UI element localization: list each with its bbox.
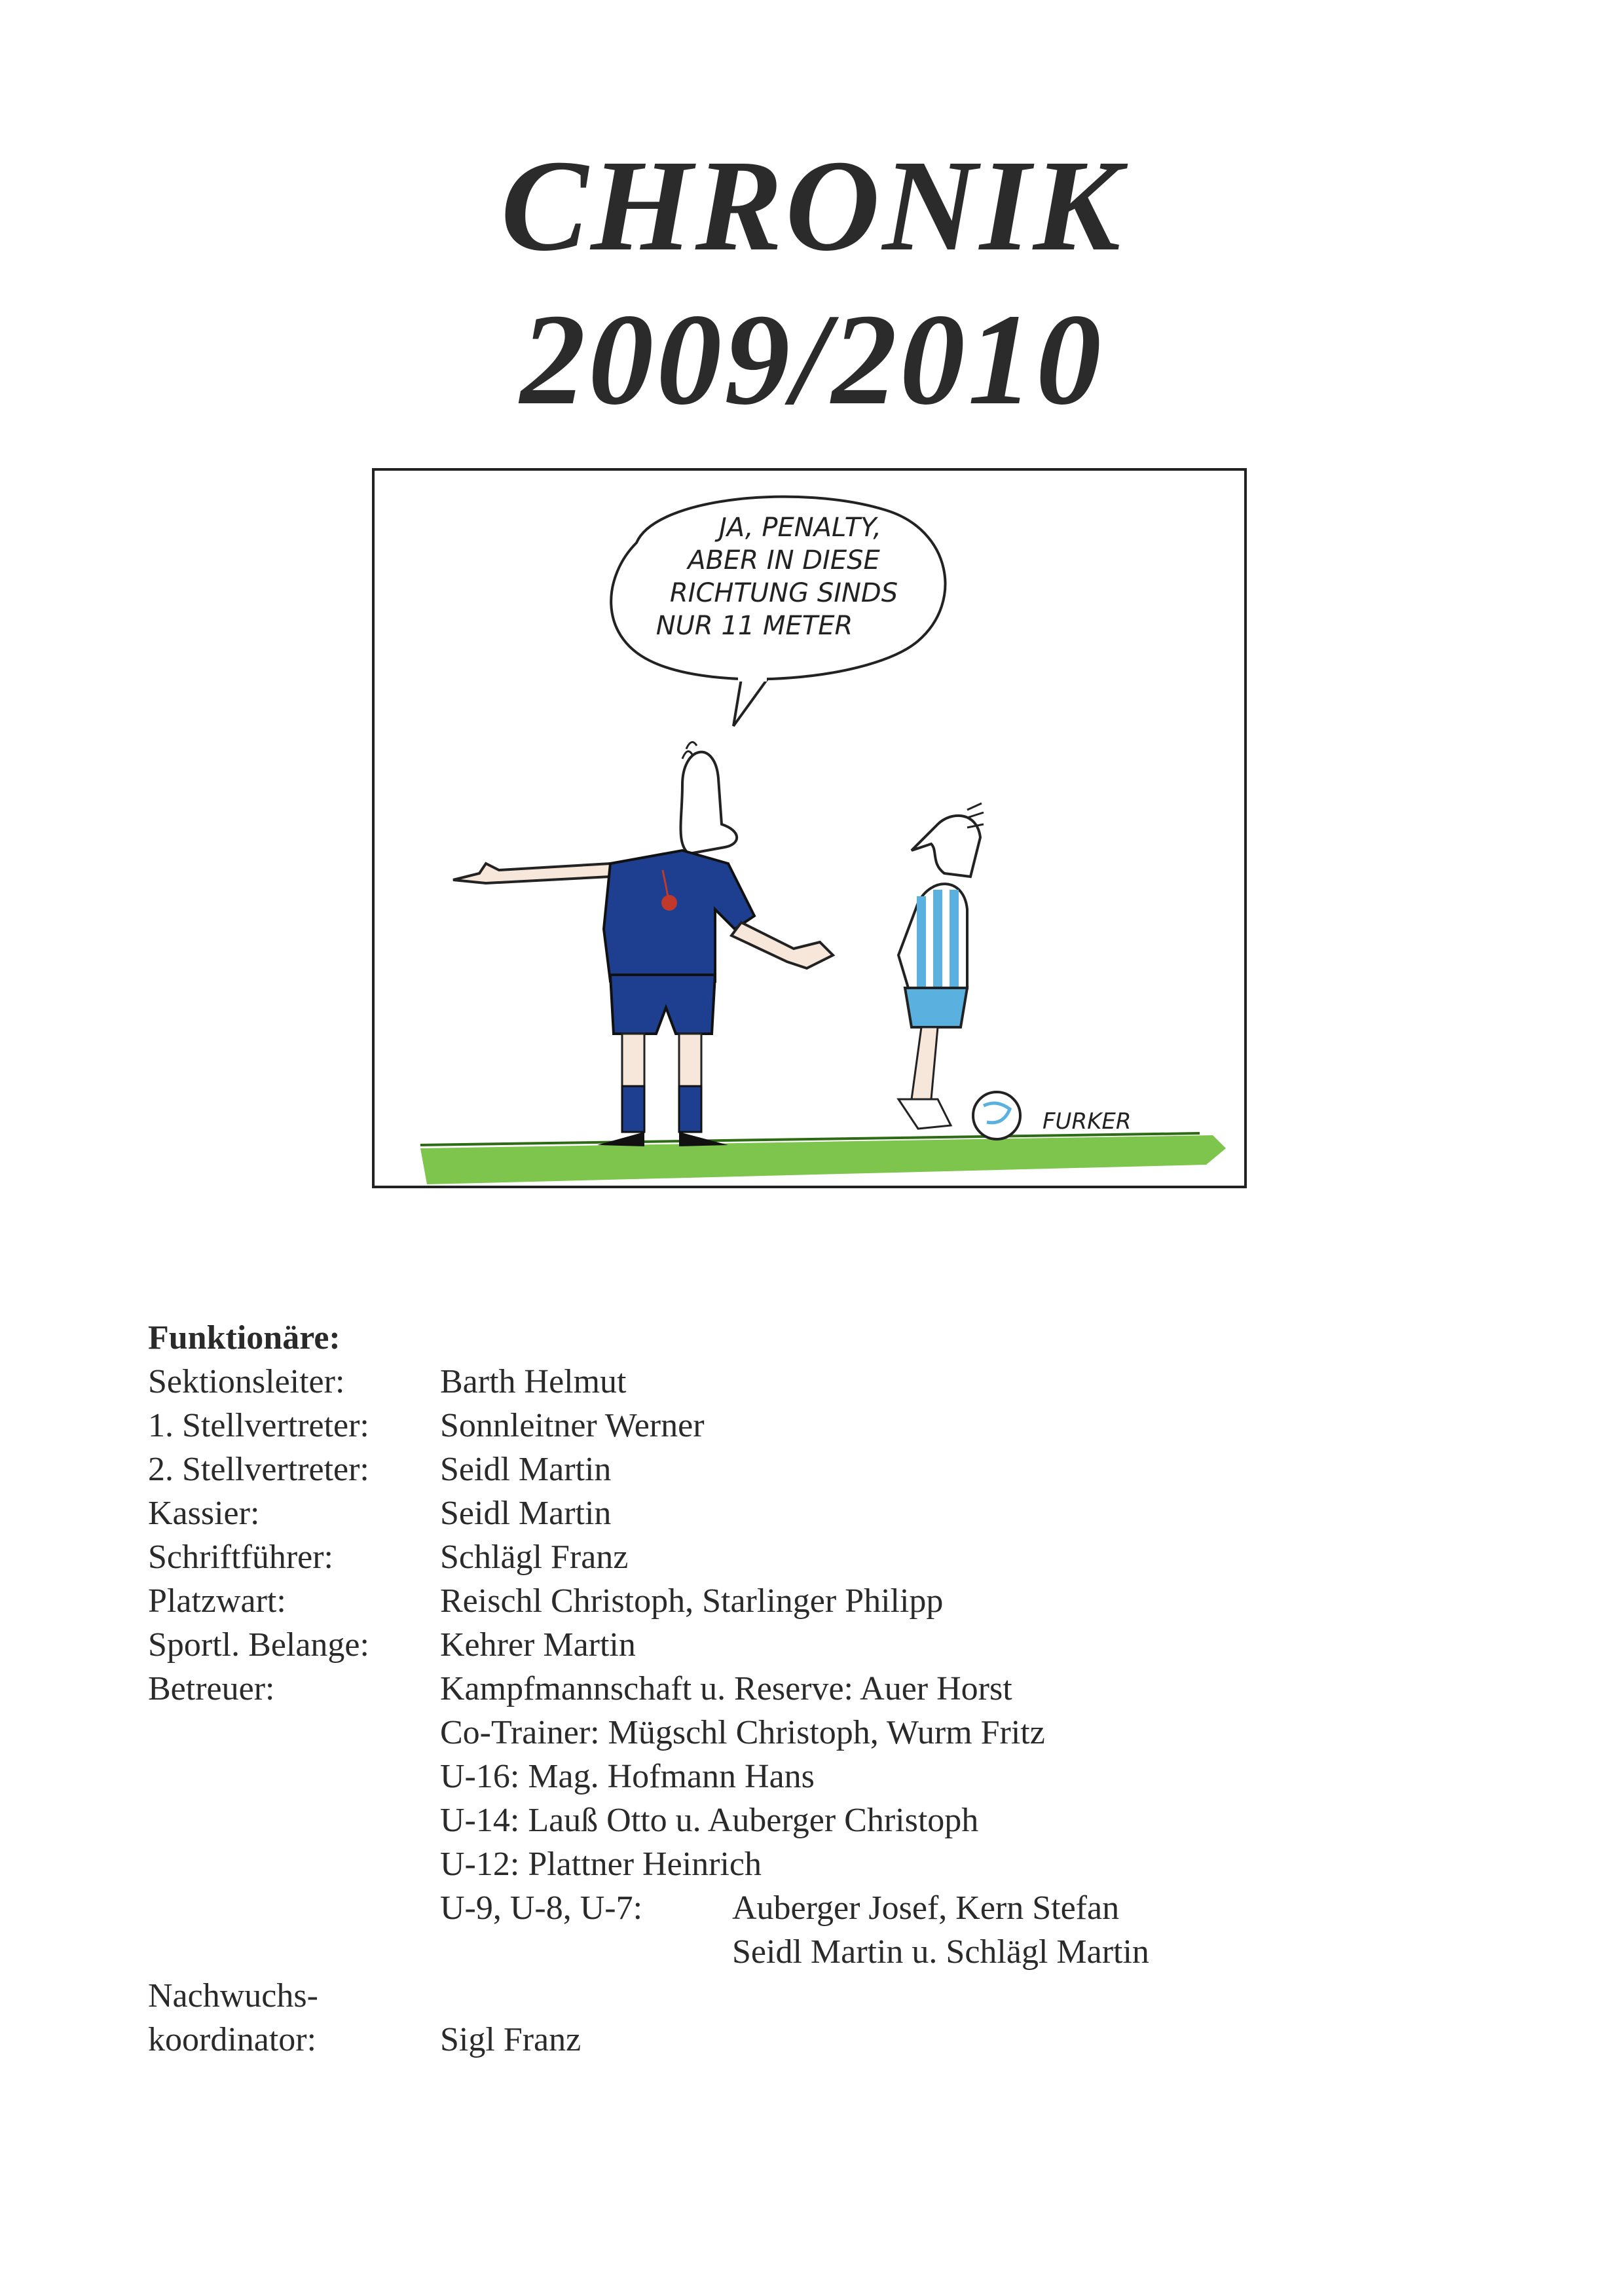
official-row bbox=[148, 1623, 1458, 1667]
official-row bbox=[148, 1886, 1458, 1930]
official-row bbox=[148, 1360, 1458, 1404]
artist-signature: FURKER bbox=[1043, 1108, 1132, 1135]
official-row bbox=[148, 1535, 1458, 1579]
speech-line-3: RICHTUNG SINDS bbox=[669, 578, 898, 608]
role-holder: U-16: Mag. Hofmann Hans bbox=[440, 1758, 815, 1795]
official-row bbox=[148, 1798, 1458, 1842]
role-holder: U-9, U-8, U-7: bbox=[440, 1889, 643, 1927]
officials-heading: Funktionäre: bbox=[148, 1319, 341, 1357]
referee-figure bbox=[453, 742, 833, 1146]
official-row bbox=[148, 1930, 1458, 1974]
football bbox=[973, 1092, 1020, 1139]
officials-list bbox=[148, 1316, 1458, 2062]
official-row bbox=[148, 1448, 1458, 1491]
role-label: Kassier: bbox=[148, 1495, 260, 1532]
role-label: 2. Stellvertreter: bbox=[148, 1451, 369, 1488]
role-label: Schriftführer: bbox=[148, 1539, 334, 1576]
official-row bbox=[148, 1667, 1458, 1711]
official-row bbox=[148, 1842, 1458, 1886]
role-holder: Kehrer Martin bbox=[440, 1626, 636, 1664]
official-row bbox=[148, 1579, 1458, 1623]
role-holder: Barth Helmut bbox=[440, 1363, 627, 1400]
grass bbox=[420, 1133, 1226, 1184]
official-row bbox=[148, 1755, 1458, 1798]
official-row bbox=[148, 1491, 1458, 1535]
official-row bbox=[148, 1711, 1458, 1755]
role-holder-detail: Seidl Martin u. Schlägl Martin bbox=[732, 1933, 1149, 1971]
page-title: CHRONIK bbox=[500, 134, 1124, 278]
role-holder: U-14: Lauß Otto u. Auberger Christoph bbox=[440, 1802, 979, 1839]
role-holder: U-12: Plattner Heinrich bbox=[440, 1846, 762, 1883]
role-label: Platzwart: bbox=[148, 1582, 286, 1620]
role-label: Betreuer: bbox=[148, 1670, 275, 1707]
role-label: 1. Stellvertreter: bbox=[148, 1407, 369, 1444]
role-holder: Seidl Martin bbox=[440, 1451, 612, 1488]
role-label: Sportl. Belange: bbox=[148, 1626, 369, 1664]
speech-bubble bbox=[611, 497, 945, 726]
cartoon-illustration bbox=[372, 468, 1247, 1188]
role-holder: Kampfmannschaft u. Reserve: Auer Horst bbox=[440, 1670, 1012, 1707]
role-holder: Seidl Martin bbox=[440, 1495, 612, 1532]
role-label: Sektionsleiter: bbox=[148, 1363, 345, 1400]
role-holder: Reischl Christoph, Starlinger Philipp bbox=[440, 1582, 944, 1620]
role-holder: Sonnleitner Werner bbox=[440, 1407, 705, 1444]
role-holder: Sigl Franz bbox=[440, 2021, 581, 2058]
season-title: 2009/2010 bbox=[520, 287, 1104, 432]
speech-line-4: NUR 11 METER bbox=[655, 611, 853, 641]
role-holder: Co-Trainer: Mügschl Christoph, Wurm Fritz bbox=[440, 1714, 1045, 1751]
role-label: koordinator: bbox=[148, 2021, 317, 2058]
role-holder: Schlägl Franz bbox=[440, 1539, 629, 1576]
role-label: Nachwuchs- bbox=[148, 1977, 318, 2014]
speech-line-2: ABER IN DIESE bbox=[688, 545, 880, 575]
official-row bbox=[148, 1974, 1458, 2018]
official-row bbox=[148, 2018, 1458, 2062]
role-holder-detail: Auberger Josef, Kern Stefan bbox=[732, 1889, 1120, 1927]
player-figure bbox=[898, 803, 984, 1129]
speech-line-1: JA, PENALTY, bbox=[718, 513, 882, 543]
official-row bbox=[148, 1404, 1458, 1448]
